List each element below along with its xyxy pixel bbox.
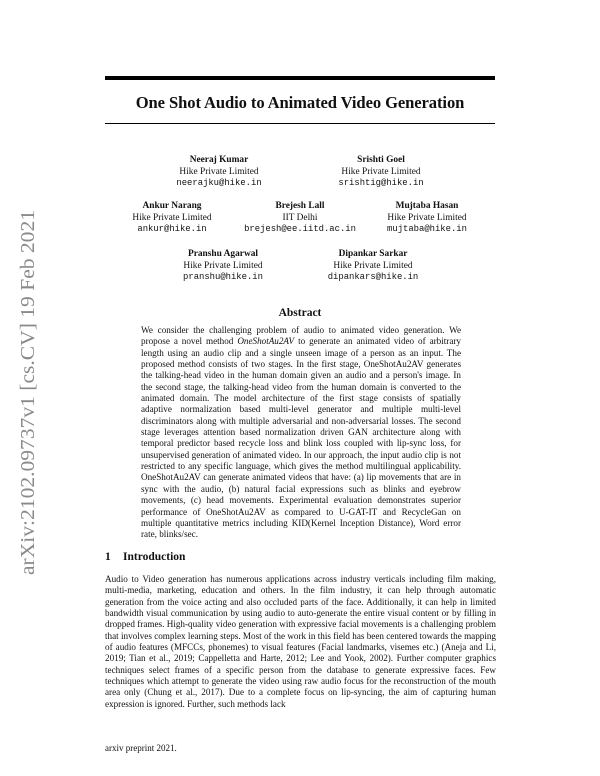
list-marker: (c) — [190, 495, 202, 506]
author-affiliation: Hike Private Limited — [387, 212, 467, 223]
abstract-text: We consider the challenging problem of audio to animated video generation. We propose a novel method — [141, 325, 461, 347]
section-title: Introduction — [123, 551, 186, 563]
author-affiliation: Hike Private Limited — [179, 166, 259, 177]
abstract-text: head movements. Experimental evaluation demonstrates superior performance of OneShotAu2AV as compared to U-GAT-IT and RecycleGan on multiple quantitative metrics including KID(Kernel Inception Distance), Word error rate, blinks/sec. — [141, 495, 461, 540]
author-email[interactable]: dipankars@hike.in — [327, 272, 419, 283]
abstract-body — [141, 325, 461, 541]
author-block — [144, 155, 294, 190]
author-name: Dipankar Sarkar — [338, 249, 408, 259]
author-email[interactable]: pranshu@hike.in — [183, 272, 263, 283]
section-heading — [105, 551, 185, 563]
author-name: Pranshu Agarwal — [187, 249, 259, 259]
author-email[interactable]: ankur@hike.in — [137, 224, 207, 235]
list-marker: (b) — [228, 483, 240, 494]
author-block — [306, 155, 456, 190]
abstract-text: lip movements that are in sync with the audio, — [141, 472, 461, 494]
author-email[interactable]: mujtaba@hike.in — [387, 224, 467, 235]
author-name: Brejesh Lall — [275, 201, 325, 211]
author-email[interactable]: brejesh@ee.iitd.ac.in — [244, 224, 356, 235]
author-email[interactable]: neerajku@hike.in — [176, 178, 262, 189]
author-affiliation: Hike Private Limited — [341, 166, 421, 177]
list-marker: (a) — [353, 472, 364, 483]
title-top-rule — [105, 76, 495, 80]
abstract-text: to generate an animated video of arbitrary length using an audio clip and a single unseen image of a person as an input. The proposed method consists of two stages. In the first stage, OneShotAu2AV generates the talking-head video in the human domain given an audio and a person's image. In the second stage, the talking-head video from the human domain is converted to the animated domain. The model architecture of the first stage consists of spatially adaptive normalization based multi-level generator and multiple multi-level discriminators along with multiple adversarial and non-adversarial losses. The second stage leverages attention based normalization driven GAN architecture along with temporal predictor based recycle loss and blink loss coupled with lip-sync loss, for unsupervised generation of animated video. In our approach, the input audio clip is not restricted to any specific language, which gives the method multilingual applicability. OneShotAu2AV can generate animated videos that have: — [141, 336, 461, 483]
arxiv-identifier-stamp — [14, 210, 40, 575]
introduction-paragraph: Audio to Video generation has numerous applications across industry verticals including film making, multi-media, marketing, education and others. In the film industry, it can help through automatic generation from the voice acting and also occluded parts of the face. Additionally, it can help in limited bandwidth visual communication by using audio to auto-generate the entire visual content or by filling in dropped frames. High-quality video generation with expressive facial movements is a challenging problem that involves complex learning steps. Most of the work in this field has been centered towards the mapping of audio features (MFCCs, phonemes) to visual features (Facial landmarks, visemes etc.) (Aneja and Li, 2019; Tian et al., 2019; Cappelletta and Harte, 2012; Lee and Yook, 2002). Further computer graphics techniques select frames of a specific person from the database to generate expressive faces. Few techniques which attempt to generate the video using raw audio focus for the reconstruction of the mouth area only (Chung et al., 2017). Due to a complete focus on lip-syncing, the aim of capturing human expression is ignored. Further, such methods lack — [105, 574, 496, 709]
author-name: Srishti Goel — [357, 155, 405, 165]
author-name: Mujtaba Hasan — [395, 201, 459, 211]
abstract-heading: Abstract — [278, 307, 322, 319]
footer-note: arxiv preprint 2021. — [105, 743, 177, 753]
author-affiliation: Hike Private Limited — [183, 260, 263, 271]
author-affiliation: IIT Delhi — [282, 212, 318, 223]
author-name: Ankur Narang — [142, 201, 202, 211]
arxiv-stamp-text: arXiv:2102.09737v1 [cs.CV] 19 Feb 2021 — [18, 244, 39, 575]
abstract-text: natural facial expressions such as blinks and eyebrow movements, — [141, 483, 461, 506]
author-block — [148, 249, 298, 284]
author-affiliation: Hike Private Limited — [132, 212, 212, 223]
author-block — [352, 201, 502, 236]
arxiv-stamp-svg — [14, 210, 40, 575]
author-email[interactable]: srishtig@hike.in — [338, 178, 424, 189]
author-block — [298, 249, 448, 284]
title-bottom-rule — [105, 123, 495, 124]
author-affiliation: Hike Private Limited — [333, 260, 413, 271]
section-number: 1 — [105, 551, 111, 563]
paper-title: One Shot Audio to Animated Video Generation — [135, 93, 465, 112]
author-name: Neeraj Kumar — [189, 155, 249, 165]
method-name: OneShotAu2AV — [237, 336, 295, 347]
